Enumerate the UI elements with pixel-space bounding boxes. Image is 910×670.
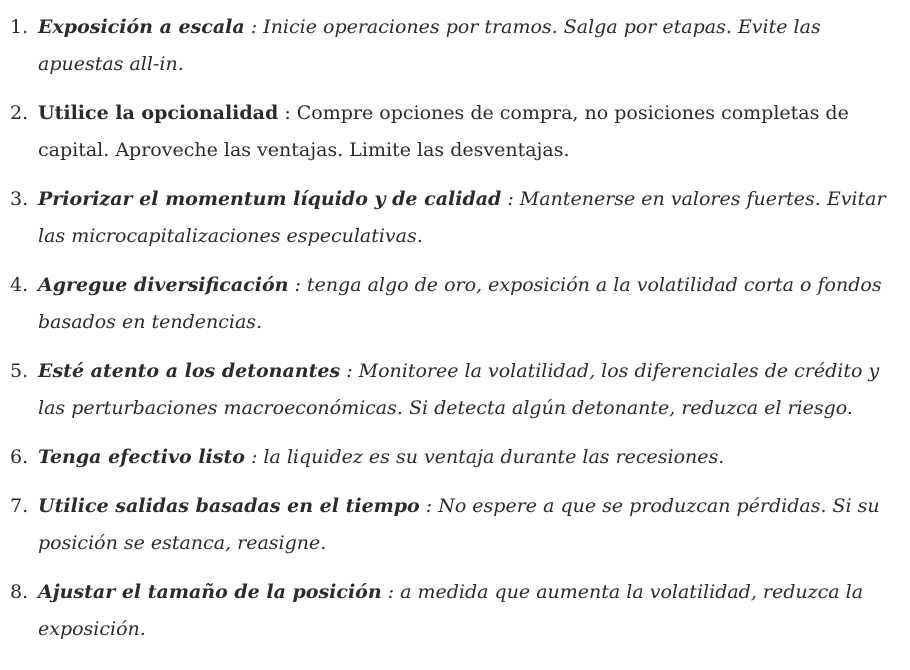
item-number: 8. <box>10 581 29 603</box>
item-text: : Inicie operaciones por tramos. Salga por etapas. Evite las apuestas all-in. <box>38 16 821 75</box>
item-number: 1. <box>10 16 29 38</box>
item-number: 4. <box>10 274 29 296</box>
item-body <box>38 188 886 247</box>
item-term: Ajustar el tamaño de la posición <box>38 581 382 603</box>
item-term: Exposición a escala <box>38 16 245 38</box>
item-text: : Compre opciones de compra, no posiciones completas de capital. Aproveche las ventajas. Limite las desventajas. <box>38 102 849 161</box>
list-item <box>0 181 904 255</box>
list-item <box>0 439 904 476</box>
item-body <box>38 581 863 640</box>
item-number: 7. <box>10 495 29 517</box>
list-item <box>0 488 904 562</box>
item-body <box>38 274 882 333</box>
list-item <box>0 353 904 427</box>
item-text: : Monitoree la volatilidad, los diferenciales de crédito y las perturbaciones macroeconómicas. Si detecta algún detonante, reduzca el riesgo. <box>38 360 880 419</box>
item-number: 3. <box>10 188 29 210</box>
item-term: Esté atento a los detonantes <box>38 360 341 382</box>
item-term: Priorizar el momentum líquido y de calidad <box>38 188 502 210</box>
item-number: 6. <box>10 446 29 468</box>
item-body <box>38 102 849 161</box>
item-text: : No espere a que se produzcan pérdidas. Si su posición se estanca, reasigne. <box>38 495 880 554</box>
item-text: : la liquidez es su ventaja durante las recesiones. <box>244 446 725 468</box>
item-number: 5. <box>10 360 29 382</box>
list-item <box>0 9 904 83</box>
item-number: 2. <box>10 102 29 124</box>
list-item <box>0 95 904 169</box>
item-term: Tenga efectivo listo <box>38 446 245 468</box>
list-item <box>0 574 904 648</box>
item-body <box>38 495 880 554</box>
item-text: : a medida que aumenta la volatilidad, reduzca la exposición. <box>38 581 864 640</box>
item-text: : Mantenerse en valores fuertes. Evitar las microcapitalizaciones especulativas. <box>38 188 886 247</box>
item-body <box>38 446 724 468</box>
item-term: Utilice salidas basadas en el tiempo <box>38 495 420 517</box>
item-term: Agregue diversificación <box>38 274 289 296</box>
item-term: Utilice la opcionalidad <box>38 102 279 124</box>
list-item <box>0 267 904 341</box>
item-body <box>38 16 821 75</box>
item-text: : tenga algo de oro, exposición a la volatilidad corta o fondos basados en tendencias. <box>38 274 882 333</box>
item-body <box>38 360 879 419</box>
